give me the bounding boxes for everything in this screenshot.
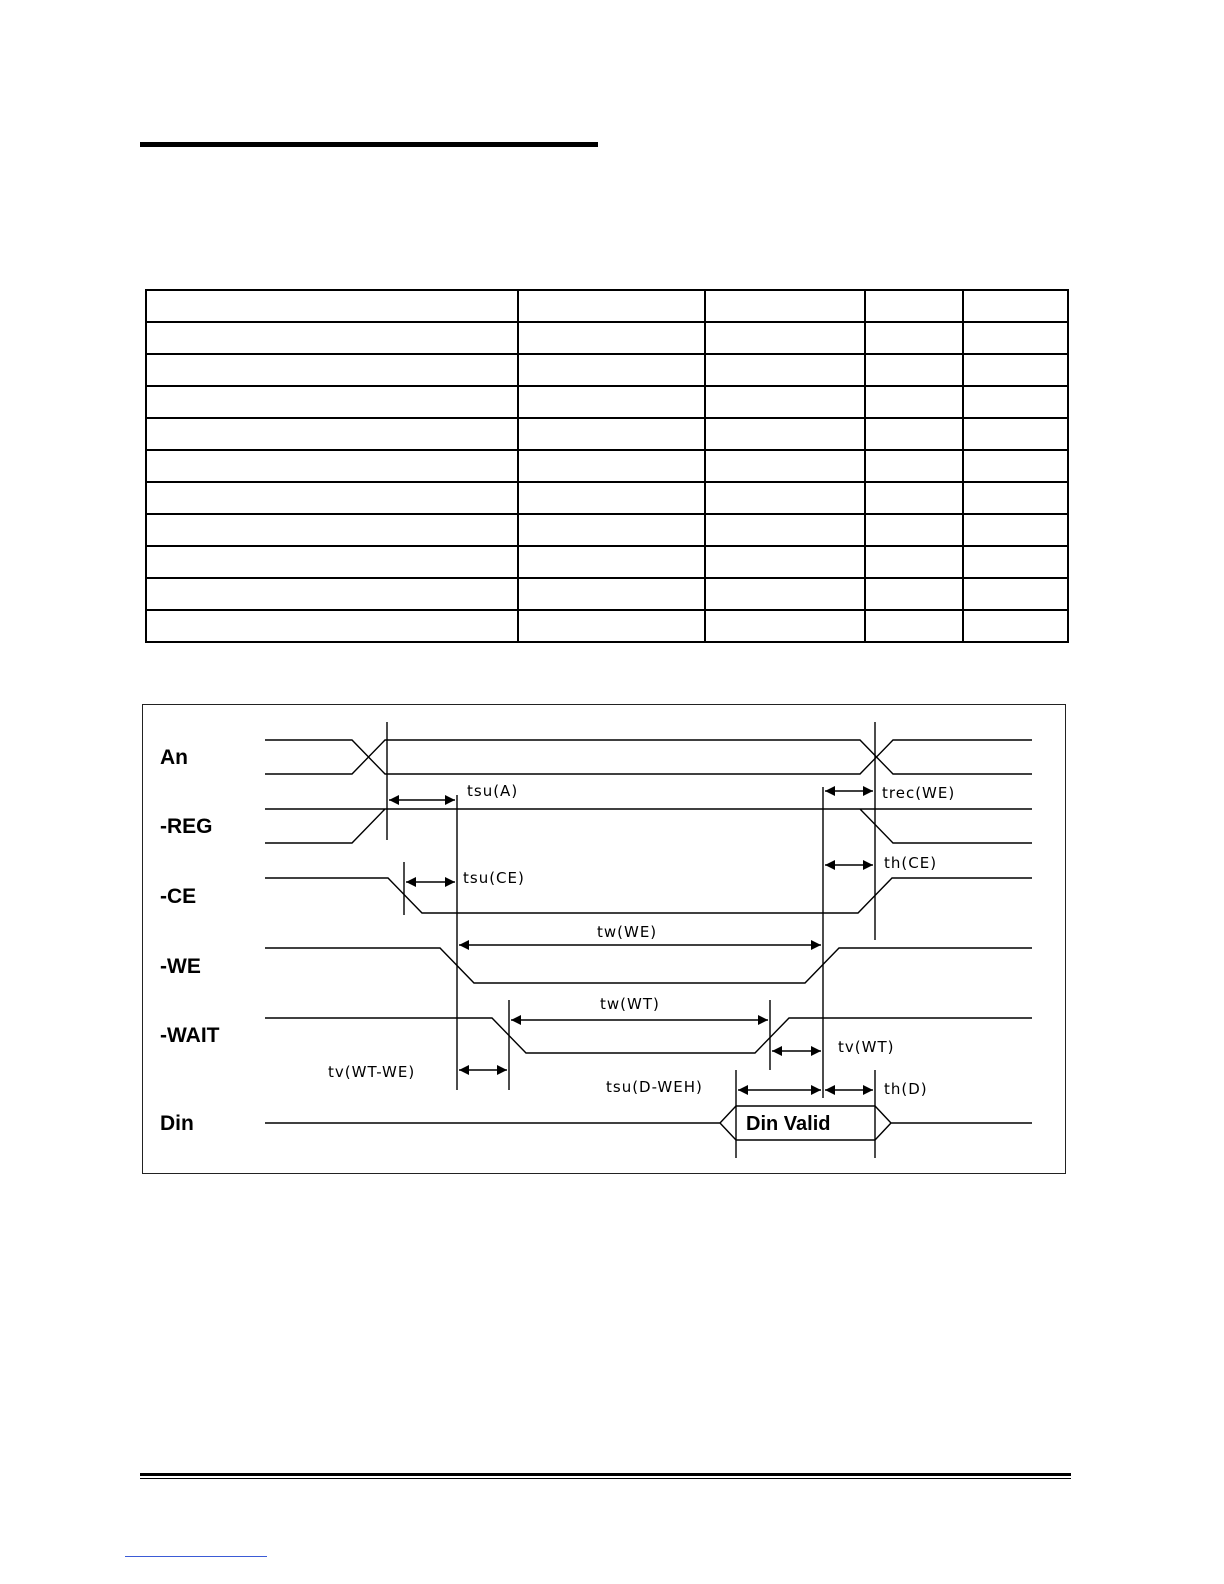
label-trec-we: trec(WE) (882, 784, 956, 802)
signal-label-wait: -WAIT (160, 1024, 220, 1047)
label-tsu-d-weh: tsu(D-WEH) (606, 1078, 703, 1096)
waveform-reg (265, 809, 1032, 843)
signal-label-ce: -CE (160, 885, 197, 908)
footer-rule (140, 1473, 1071, 1476)
label-tsu-ce: tsu(CE) (463, 869, 525, 887)
label-tv-wt: tv(WT) (838, 1038, 895, 1056)
label-th-ce: th(CE) (884, 854, 938, 872)
signal-label-an: An (160, 746, 188, 769)
label-th-d: th(D) (884, 1080, 928, 1098)
din-valid-label: Din Valid (746, 1113, 831, 1135)
waveform-we (265, 948, 1032, 983)
label-tw-we: tw(WE) (597, 923, 658, 941)
footer-rule-thin (140, 1478, 1071, 1479)
waveform-ce (265, 878, 1032, 913)
waveform-wait (265, 1018, 1032, 1053)
signal-label-reg: -REG (160, 815, 213, 838)
label-tw-wt: tw(WT) (600, 995, 660, 1013)
label-tsu-a: tsu(A) (467, 782, 519, 800)
signal-label-din: Din (160, 1112, 194, 1135)
label-tv-wt-we: tv(WT-WE) (328, 1063, 416, 1081)
waveform-din (265, 1106, 1032, 1140)
footer-link-underline (125, 1556, 267, 1557)
waveform-an (265, 740, 1032, 774)
signal-label-we: -WE (160, 955, 201, 978)
